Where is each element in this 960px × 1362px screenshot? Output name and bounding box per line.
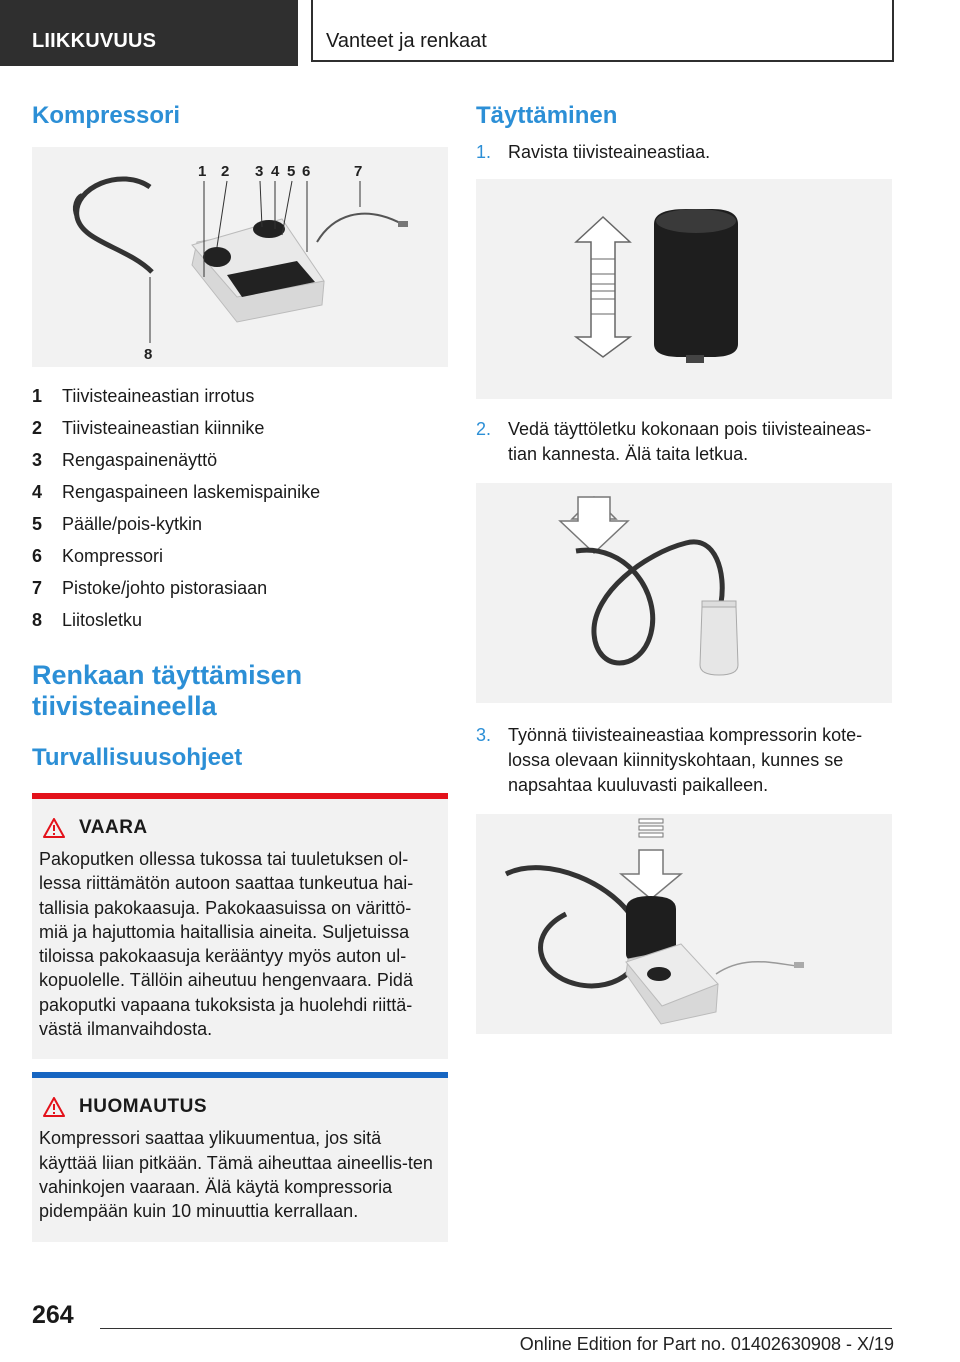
legend-item: [32, 540, 448, 572]
figure-label-6: 6: [302, 163, 311, 180]
danger-callout: [32, 793, 448, 1059]
legend-item: [32, 476, 448, 508]
step-number: 3.: [476, 725, 492, 745]
legend-text: Liitosletku: [62, 609, 143, 630]
step-text: Työnnä tiivisteaineastiaa kompressorin kote-lossa olevaan kiinnityskohtaan, kunnes se napsahtaa kuuluvasti paikalleen.: [508, 725, 863, 795]
figure-label-5: 5: [287, 163, 296, 180]
edition-note: Online Edition for Part no. 01402630908 - X/19: [519, 1334, 894, 1354]
fill-section-heading: [32, 660, 448, 722]
warning-triangle-icon: [43, 818, 65, 838]
figure-label-1: 1: [198, 163, 207, 180]
legend-number: 7: [32, 577, 43, 598]
shake-figure: [476, 179, 892, 399]
fill-heading-line-1: Renkaan täyttämisen: [32, 660, 303, 690]
danger-text: Pakoputken ollessa tukossa tai tuuletuksen ol-lessa riittämätön autoon saattaa tunkeutua hai-tallisia pakokaasuja. Pakokaasuissa on värittö-miä ja hajuttomia haitallisia aineita. Suljetuissa tiloissa pakokaasuja kerääntyy myös auton ul-kopuolelle. Tällöin aiheutuu hengenvaara. Pidä pakoputki vapaana tukoksista ja huolehdi riittä-västä ilmanvaihdosta.: [39, 849, 414, 1040]
fill-heading-line-2: tiivisteaineella: [32, 691, 217, 721]
legend-number: 6: [32, 545, 43, 566]
step-text: Ravista tiivisteaineastiaa.: [508, 142, 711, 162]
compressor-illustration: [32, 147, 448, 367]
right-column: [476, 96, 892, 1034]
notice-bar: [32, 1072, 448, 1078]
legend-item: [32, 444, 448, 476]
legend-text: Rengaspaineen laskemispainike: [62, 481, 321, 502]
legend-number: 5: [32, 513, 43, 534]
insert-canister-illustration: [476, 814, 892, 1034]
warning-triangle-icon: [43, 1097, 65, 1117]
page-number: 264: [32, 1301, 74, 1329]
legend-item: [32, 604, 448, 636]
notice-callout: [32, 1072, 448, 1241]
filling-heading: Täyttäminen: [476, 102, 618, 129]
step-1: [476, 140, 892, 165]
legend-number: 8: [32, 609, 43, 630]
insert-figure: [476, 814, 892, 1034]
hose-figure: [476, 483, 892, 703]
legend-number: 2: [32, 417, 43, 438]
figure-label-2: 2: [221, 163, 230, 180]
legend-text: Tiivisteaineastian irrotus: [62, 385, 255, 406]
figure-label-3: 3: [255, 163, 264, 180]
compressor-figure: [32, 147, 448, 367]
legend-number: 4: [32, 481, 43, 502]
section-tab: [0, 0, 298, 66]
danger-bar: [32, 793, 448, 799]
compressor-heading: Kompressori: [32, 102, 181, 129]
step-number: 2.: [476, 419, 492, 439]
notice-text: Kompressori saattaa ylikuumentua, jos sitä käyttää liian pitkään. Tämä aiheuttaa aineellis-ten vahinkojen vaaraan. Älä käytä kompressoria pidempään kuin 10 minuuttia kerrallaan.: [39, 1128, 433, 1222]
legend-item: [32, 508, 448, 540]
chapter-title: Vanteet ja renkaat: [326, 30, 487, 52]
legend-number: 3: [32, 449, 43, 470]
notice-title-row: [39, 1096, 438, 1118]
left-column: [32, 96, 448, 1242]
danger-title: VAARA: [79, 817, 148, 838]
legend-item: [32, 412, 448, 444]
legend-text: Pistoke/johto pistorasiaan: [62, 577, 268, 598]
shake-canister-illustration: [476, 179, 892, 399]
danger-title-row: [39, 817, 438, 839]
chapter-tab: [311, 0, 894, 62]
legend-text: Päälle/pois-kytkin: [62, 513, 203, 534]
legend-number: 1: [32, 385, 43, 406]
figure-label-7: 7: [354, 163, 363, 180]
step-2: [476, 417, 892, 467]
component-legend: [32, 380, 448, 636]
legend-text: Kompressori: [62, 545, 164, 566]
footer-divider: [100, 1328, 892, 1329]
step-3: [476, 723, 892, 798]
legend-item: [32, 380, 448, 412]
figure-label-8: 8: [144, 346, 153, 363]
safety-heading: Turvallisuusohjeet: [32, 744, 243, 771]
legend-text: Rengaspainenäyttö: [62, 449, 218, 470]
legend-text: Tiivisteaineastian kiinnike: [62, 417, 265, 438]
step-text: Vedä täyttöletku kokonaan pois tiivisteaineas-tian kannesta. Älä taita letkua.: [508, 419, 872, 464]
section-title: LIIKKUVUUS: [32, 30, 157, 52]
notice-title: HUOMAUTUS: [79, 1096, 207, 1118]
step-number: 1.: [476, 142, 492, 162]
figure-label-4: 4: [271, 163, 280, 180]
legend-item: [32, 572, 448, 604]
pull-hose-illustration: [476, 483, 892, 703]
